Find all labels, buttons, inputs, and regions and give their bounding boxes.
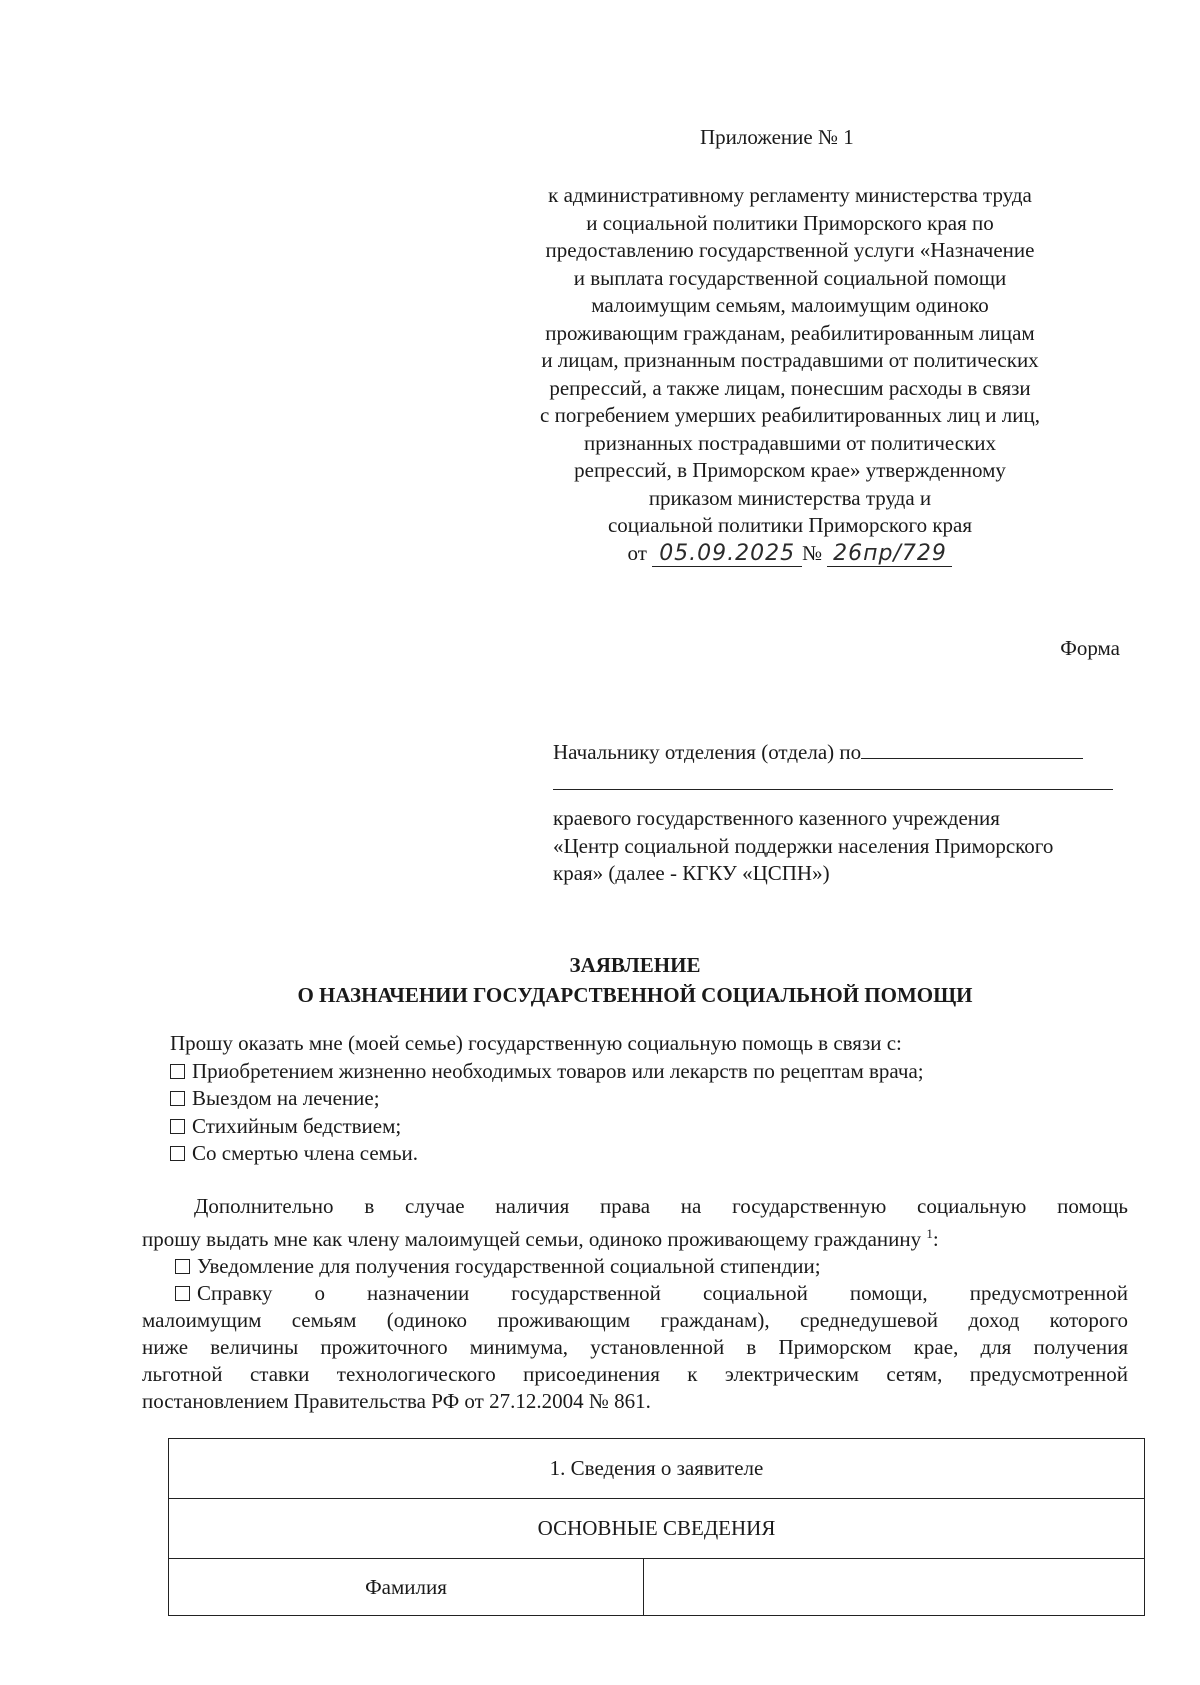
additional-line-end: : (932, 1227, 939, 1251)
header-line: малоимущим семьям, малоимущим одиноко (591, 293, 989, 317)
header-line: и социальной политики Приморского края по (586, 210, 994, 235)
order-prefix: от (627, 540, 647, 565)
header-line: предоставлению государственной услуги «Назначение (545, 238, 1035, 262)
checkbox[interactable] (170, 1146, 185, 1161)
checkbox[interactable] (175, 1259, 190, 1274)
org-line: «Центр социальной поддержки населения Приморского (553, 833, 1054, 858)
option-label: Приобретением жизненно необходимых товаров или лекарств по рецептам врача; (192, 1058, 924, 1083)
appendix-title: Приложение № 1 (700, 125, 854, 149)
request-option (170, 1058, 1130, 1086)
applicant-info-table (168, 1438, 1145, 1616)
table-row (169, 1499, 1145, 1559)
header-line: и выплата государственной социальной помощи (573, 265, 1007, 290)
field-value-cell[interactable] (644, 1559, 1145, 1616)
org-line: края» (далее - КГКУ «ЦСПН») (553, 861, 830, 885)
header-line: проживающим гражданам, реабилитированным лицам (545, 320, 1035, 345)
table-row (169, 1439, 1145, 1499)
addressee-fill-field[interactable] (861, 738, 1083, 759)
header-line: признанных пострадавшими от политических (583, 430, 997, 455)
field-label-cell: Фамилия (169, 1559, 644, 1616)
checkbox[interactable] (170, 1119, 185, 1134)
additional-section (142, 1193, 1128, 1415)
request-option (170, 1085, 1130, 1113)
request-option (170, 1140, 1130, 1168)
option-label: Уведомление для получения государственной социальной стипендии; (197, 1254, 821, 1278)
option-label: Справку о назначении государственной социальной помощи, предусмотренной (197, 1281, 1128, 1305)
form-label: Форма (1060, 636, 1120, 660)
header-line: к административному регламенту министерства труда (548, 183, 1032, 207)
document-title (0, 950, 1200, 1010)
additional-option (142, 1253, 1128, 1280)
header-line: репрессий, в Приморском крае» утвержденному (574, 458, 1006, 482)
section-title-cell: 1. Сведения о заявителе (169, 1439, 1145, 1499)
additional-option-line: ниже величины прожиточного минимума, установленной в Приморском крае, для получения (142, 1335, 1128, 1359)
org-line: краевого государственного казенного учреждения (553, 806, 1000, 830)
order-date-handwritten: 05.09.2025 (652, 542, 802, 567)
additional-option (142, 1280, 1128, 1307)
subsection-title-cell: ОСНОВНЫЕ СВЕДЕНИЯ (169, 1499, 1145, 1559)
header-line: приказом министерства труда и (648, 485, 932, 510)
additional-line-text: прошу выдать мне как члену малоимущей семьи, одиноко проживающему гражданину (142, 1227, 922, 1251)
checkbox[interactable] (175, 1286, 190, 1301)
option-label: Выездом на лечение; (192, 1086, 380, 1110)
table-row (169, 1559, 1145, 1616)
addressee-text: Начальнику отделения (отдела) по (553, 740, 862, 764)
header-line: с погребением умерших реабилитированных лиц и лиц, (540, 403, 1040, 427)
additional-option-line: малоимущим семьям (одиноко проживающим гражданам), среднедушевой доход которого (142, 1308, 1128, 1332)
additional-line (142, 1220, 1128, 1253)
additional-option-line: льготной ставки технологического присоединения к электрическим сетям, предусмотренной (142, 1362, 1128, 1386)
checkbox[interactable] (170, 1064, 185, 1079)
request-section (170, 1030, 1130, 1168)
additional-line: Дополнительно в случае наличия права на государственную социальную помощь (194, 1194, 1128, 1218)
regulation-header (490, 182, 1090, 567)
footnote-marker: 1 (926, 1226, 933, 1241)
order-reference (490, 540, 1090, 568)
option-label: Со смертью члена семьи. (192, 1141, 419, 1165)
header-line: социальной политики Приморского края (607, 513, 973, 537)
order-number-sign: № (802, 540, 823, 565)
addressee-line (553, 738, 1133, 765)
header-line: репрессий, а также лицам, понесшим расходы в связи (549, 375, 1031, 400)
organization-block (553, 805, 1153, 888)
request-option (170, 1113, 1130, 1141)
additional-option-line: постановлением Правительства РФ от 27.12.2004 № 861. (142, 1389, 651, 1413)
addressee-fill-field-2[interactable] (553, 788, 1113, 790)
request-intro: Прошу оказать мне (моей семье) государственную социальную помощь в связи с: (170, 1031, 902, 1055)
option-label: Стихийным бедствием; (192, 1113, 402, 1138)
title-line-2: О НАЗНАЧЕНИИ ГОСУДАРСТВЕННОЙ СОЦИАЛЬНОЙ ПОМОЩИ (297, 983, 973, 1007)
title-line-1: ЗАЯВЛЕНИЕ (569, 953, 701, 977)
header-line: и лицам, признанным пострадавшими от политических (541, 348, 1039, 372)
order-number-handwritten: 26пр/729 (827, 542, 952, 567)
checkbox[interactable] (170, 1091, 185, 1106)
